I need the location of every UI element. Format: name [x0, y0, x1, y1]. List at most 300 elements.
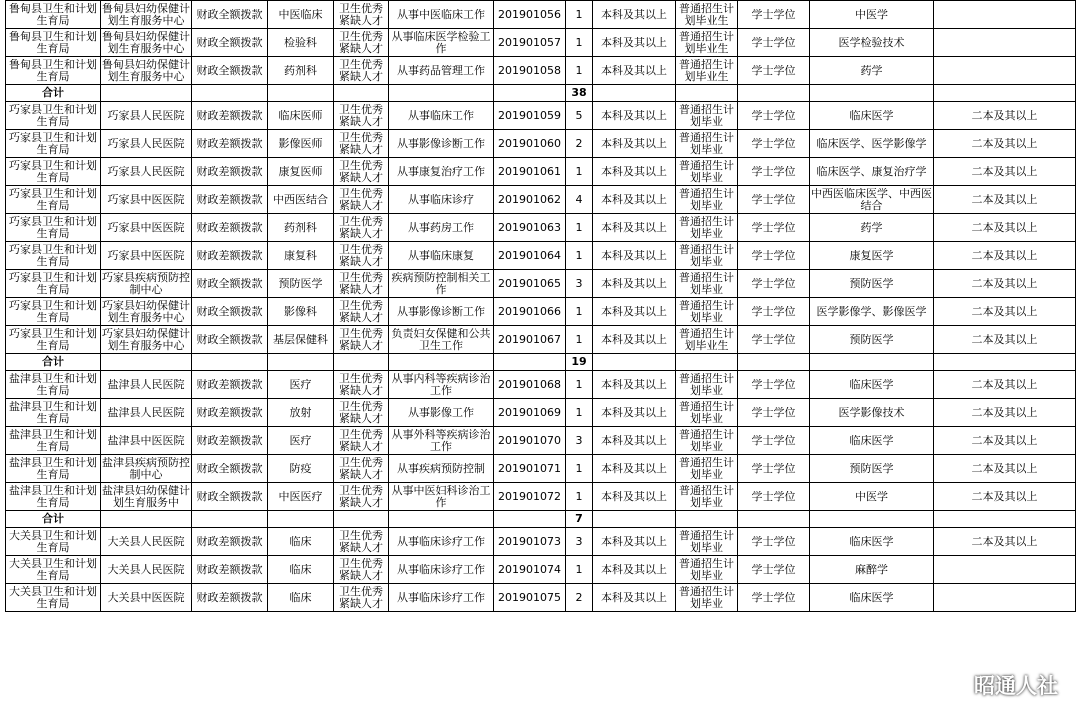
- cell-dept-text: 巧家县卫生和计划生育局: [9, 243, 97, 268]
- empty-cell: [810, 354, 934, 371]
- cell-funding-text: 财政全额拨款: [196, 333, 263, 346]
- cell-category: [334, 528, 389, 556]
- cell-source-text: 普通招生计划毕业: [679, 529, 734, 554]
- cell-major: [810, 270, 934, 298]
- cell-other: [934, 57, 1076, 85]
- cell-funding: [192, 130, 268, 158]
- table-row: [6, 399, 1076, 427]
- cell-edu: [593, 102, 676, 130]
- cell-major: [810, 298, 934, 326]
- cell-category: [334, 130, 389, 158]
- cell-num: [566, 584, 593, 612]
- cell-funding-text: 财政全额拨款: [196, 64, 263, 77]
- cell-source: [676, 130, 738, 158]
- cell-post: [268, 130, 334, 158]
- cell-funding: [192, 326, 268, 354]
- cell-edu: [593, 186, 676, 214]
- cell-major: [810, 242, 934, 270]
- cell-category: [334, 186, 389, 214]
- cell-funding: [192, 556, 268, 584]
- cell-source-text: 普通招生计划毕业生: [679, 58, 734, 83]
- cell-unit-text: 盐津县疾病预防控制中心: [102, 456, 190, 481]
- cell-num-text: 1: [575, 462, 583, 475]
- cell-other-text: 二本及其以上: [971, 378, 1038, 391]
- cell-duty-text: 从事疾病预防控制: [397, 462, 485, 475]
- cell-major-text: 预防医学: [849, 277, 894, 290]
- cell-category-text: 卫生优秀紧缺人才: [339, 557, 383, 582]
- cell-duty-text: 从事外科等疾病诊治工作: [391, 428, 491, 453]
- table-row: [6, 528, 1076, 556]
- cell-degree: [738, 427, 810, 455]
- cell-post: [268, 186, 334, 214]
- cell-dept-text: 鲁甸县卫生和计划生育局: [9, 2, 97, 27]
- cell-code-text: 201901058: [498, 64, 561, 77]
- cell-post-text: 药剂科: [284, 221, 317, 234]
- cell-other-text: 二本及其以上: [971, 305, 1038, 318]
- cell-other: [934, 556, 1076, 584]
- cell-category-text: 卫生优秀紧缺人才: [339, 299, 383, 324]
- cell-category-text: 卫生优秀紧缺人才: [339, 243, 383, 268]
- cell-degree-text: 学士学位: [751, 193, 796, 206]
- table-row: [6, 455, 1076, 483]
- cell-code: [494, 270, 566, 298]
- cell-duty: [389, 326, 494, 354]
- cell-duty: [389, 528, 494, 556]
- table-row: [6, 102, 1076, 130]
- cell-category-text: 卫生优秀紧缺人才: [339, 131, 383, 156]
- cell-edu: [593, 427, 676, 455]
- cell-source: [676, 326, 738, 354]
- cell-num-text: 1: [575, 64, 583, 77]
- table-row: [6, 298, 1076, 326]
- total-count: 38: [566, 85, 593, 102]
- cell-code: [494, 556, 566, 584]
- cell-code-text: 201901061: [498, 165, 561, 178]
- cell-post-text: 中医医疗: [278, 490, 323, 503]
- cell-code-text: 201901075: [498, 591, 561, 604]
- cell-other: [934, 1, 1076, 29]
- empty-cell: [676, 354, 738, 371]
- cell-funding: [192, 214, 268, 242]
- cell-funding: [192, 186, 268, 214]
- empty-cell: [738, 85, 810, 102]
- cell-num-text: 5: [575, 109, 583, 122]
- cell-post-text: 防疫: [289, 462, 312, 475]
- cell-code-text: 201901057: [498, 36, 561, 49]
- cell-category-text: 卫生优秀紧缺人才: [339, 428, 383, 453]
- cell-other: [934, 455, 1076, 483]
- cell-funding-text: 财政全额拨款: [196, 305, 263, 318]
- empty-cell: [268, 511, 334, 528]
- cell-other: [934, 186, 1076, 214]
- cell-other-text: 二本及其以上: [971, 109, 1038, 122]
- cell-category: [334, 483, 389, 511]
- empty-cell: [192, 511, 268, 528]
- cell-degree-text: 学士学位: [751, 535, 796, 548]
- cell-duty-text: 从事临床医学检验工作: [391, 30, 491, 55]
- cell-major: [810, 399, 934, 427]
- empty-cell: [101, 354, 192, 371]
- cell-code: [494, 298, 566, 326]
- cell-source-text: 普通招生计划毕业: [679, 299, 734, 324]
- cell-source-text: 普通招生计划毕业生: [679, 30, 734, 55]
- cell-degree-text: 学士学位: [751, 333, 796, 346]
- cell-major-text: 医学影像技术: [838, 406, 905, 419]
- cell-unit: [101, 556, 192, 584]
- cell-code-text: 201901071: [498, 462, 561, 475]
- cell-unit-text: 盐津县妇幼保健计划生育服务中: [102, 484, 190, 509]
- cell-degree-text: 学士学位: [751, 165, 796, 178]
- cell-unit: [101, 214, 192, 242]
- cell-major: [810, 102, 934, 130]
- cell-post: [268, 326, 334, 354]
- cell-edu-text: 本科及其以上: [601, 8, 667, 21]
- cell-duty-text: 疾病预防控制相关工作: [391, 271, 491, 296]
- cell-duty: [389, 29, 494, 57]
- cell-major: [810, 371, 934, 399]
- cell-funding: [192, 298, 268, 326]
- cell-num: [566, 158, 593, 186]
- empty-cell: [101, 85, 192, 102]
- table-body: [6, 1, 1076, 612]
- cell-num: [566, 1, 593, 29]
- cell-post-text: 临床: [289, 591, 312, 604]
- cell-major: [810, 556, 934, 584]
- cell-post-text: 基层保健科: [273, 333, 328, 346]
- cell-code: [494, 130, 566, 158]
- cell-funding: [192, 528, 268, 556]
- empty-cell: [810, 511, 934, 528]
- cell-unit: [101, 427, 192, 455]
- cell-post: [268, 427, 334, 455]
- cell-num: [566, 371, 593, 399]
- wechat-icon: [942, 674, 968, 696]
- cell-degree-text: 学士学位: [751, 109, 796, 122]
- cell-source: [676, 483, 738, 511]
- cell-unit-text: 鲁甸县妇幼保健计划生育服务中心: [102, 58, 190, 83]
- empty-cell: [676, 85, 738, 102]
- cell-edu-text: 本科及其以上: [601, 277, 667, 290]
- cell-code-text: 201901070: [498, 434, 561, 447]
- cell-post: [268, 399, 334, 427]
- cell-edu: [593, 371, 676, 399]
- cell-post-text: 药剂科: [284, 64, 317, 77]
- cell-unit: [101, 57, 192, 85]
- cell-num: [566, 298, 593, 326]
- cell-other-text: 二本及其以上: [971, 249, 1038, 262]
- table-row: [6, 130, 1076, 158]
- cell-unit-text: 大关县人民医院: [107, 563, 185, 576]
- cell-edu: [593, 455, 676, 483]
- cell-code: [494, 584, 566, 612]
- cell-post: [268, 158, 334, 186]
- cell-major-text: 预防医学: [849, 462, 894, 475]
- cell-major: [810, 427, 934, 455]
- cell-dept-text: 鲁甸县卫生和计划生育局: [9, 58, 97, 83]
- cell-unit: [101, 298, 192, 326]
- cell-unit-text: 巧家县妇幼保健计划生育服务中心: [102, 299, 190, 324]
- cell-other: [934, 584, 1076, 612]
- cell-num: [566, 242, 593, 270]
- cell-unit-text: 盐津县人民医院: [107, 378, 185, 391]
- cell-dept: [6, 298, 101, 326]
- cell-funding: [192, 158, 268, 186]
- cell-post-text: 影像医师: [278, 137, 323, 150]
- cell-num: [566, 102, 593, 130]
- cell-duty-text: 从事临床诊疗: [408, 193, 474, 206]
- cell-category-text: 卫生优秀紧缺人才: [339, 103, 383, 128]
- cell-category: [334, 57, 389, 85]
- cell-edu-text: 本科及其以上: [601, 406, 667, 419]
- cell-num: [566, 214, 593, 242]
- empty-cell: [810, 85, 934, 102]
- cell-dept: [6, 130, 101, 158]
- cell-num-text: 1: [575, 305, 583, 318]
- total-count: 7: [566, 511, 593, 528]
- table-row: [6, 158, 1076, 186]
- cell-dept: [6, 57, 101, 85]
- cell-degree-text: 学士学位: [751, 137, 796, 150]
- cell-source-text: 普通招生计划毕业: [679, 187, 734, 212]
- cell-dept-text: 大关县卫生和计划生育局: [9, 585, 97, 610]
- cell-post-text: 预防医学: [278, 277, 323, 290]
- cell-duty-text: 从事临床诊疗工作: [397, 535, 485, 548]
- cell-unit-text: 巧家县疾病预防控制中心: [102, 271, 190, 296]
- cell-edu-text: 本科及其以上: [601, 137, 667, 150]
- cell-post-text: 检验科: [284, 36, 317, 49]
- cell-source-text: 普通招生计划毕业: [679, 557, 734, 582]
- cell-unit-text: 巧家县人民医院: [107, 165, 185, 178]
- cell-duty-text: 从事临床康复: [408, 249, 474, 262]
- cell-category: [334, 158, 389, 186]
- cell-post: [268, 57, 334, 85]
- cell-code-text: 201901066: [498, 305, 561, 318]
- cell-edu-text: 本科及其以上: [601, 165, 667, 178]
- cell-num-text: 1: [575, 378, 583, 391]
- cell-duty: [389, 1, 494, 29]
- cell-dept-text: 盐津县卫生和计划生育局: [9, 400, 97, 425]
- cell-edu-text: 本科及其以上: [601, 64, 667, 77]
- table-row: [6, 29, 1076, 57]
- cell-num-text: 1: [575, 490, 583, 503]
- cell-major: [810, 455, 934, 483]
- cell-category-text: 卫生优秀紧缺人才: [339, 58, 383, 83]
- cell-unit-text: 盐津县人民医院: [107, 406, 185, 419]
- cell-dept: [6, 158, 101, 186]
- cell-post-text: 康复医师: [278, 165, 323, 178]
- cell-duty: [389, 186, 494, 214]
- cell-category: [334, 455, 389, 483]
- cell-code: [494, 158, 566, 186]
- cell-unit: [101, 326, 192, 354]
- cell-code-text: 201901064: [498, 249, 561, 262]
- cell-source: [676, 270, 738, 298]
- cell-major-text: 临床医学: [849, 109, 894, 122]
- empty-cell: [738, 354, 810, 371]
- empty-cell: [192, 85, 268, 102]
- cell-other: [934, 214, 1076, 242]
- cell-code: [494, 29, 566, 57]
- cell-other-text: 二本及其以上: [971, 165, 1038, 178]
- table-row: [6, 371, 1076, 399]
- cell-code: [494, 186, 566, 214]
- cell-unit: [101, 1, 192, 29]
- cell-major-text: 临床医学、医学影像学: [816, 137, 927, 150]
- cell-edu-text: 本科及其以上: [601, 462, 667, 475]
- cell-source-text: 普通招生计划毕业: [679, 484, 734, 509]
- cell-degree-text: 学士学位: [751, 8, 796, 21]
- cell-edu: [593, 57, 676, 85]
- empty-cell: [593, 354, 676, 371]
- cell-source-text: 普通招生计划毕业: [679, 131, 734, 156]
- cell-duty: [389, 57, 494, 85]
- cell-unit: [101, 102, 192, 130]
- cell-edu-text: 本科及其以上: [601, 36, 667, 49]
- cell-other-text: 二本及其以上: [971, 434, 1038, 447]
- cell-category: [334, 1, 389, 29]
- empty-cell: [101, 511, 192, 528]
- cell-major-text: 预防医学: [849, 333, 894, 346]
- cell-duty-text: 从事药房工作: [408, 221, 474, 234]
- cell-source: [676, 242, 738, 270]
- cell-edu-text: 本科及其以上: [601, 535, 667, 548]
- cell-dept-text: 巧家县卫生和计划生育局: [9, 187, 97, 212]
- cell-edu: [593, 399, 676, 427]
- cell-edu: [593, 270, 676, 298]
- cell-duty: [389, 130, 494, 158]
- cell-category-text: 卫生优秀紧缺人才: [339, 327, 383, 352]
- cell-post-text: 临床医师: [278, 109, 323, 122]
- cell-major-text: 医学检验技术: [838, 36, 905, 49]
- cell-degree: [738, 483, 810, 511]
- cell-dept: [6, 214, 101, 242]
- cell-major: [810, 186, 934, 214]
- empty-cell: [389, 85, 494, 102]
- cell-duty-text: 从事康复治疗工作: [397, 165, 485, 178]
- cell-duty-text: 从事影像诊断工作: [397, 305, 485, 318]
- cell-other-text: 二本及其以上: [971, 535, 1038, 548]
- cell-post: [268, 455, 334, 483]
- cell-funding-text: 财政差额拨款: [196, 563, 263, 576]
- cell-duty: [389, 399, 494, 427]
- empty-cell: [389, 354, 494, 371]
- cell-major: [810, 528, 934, 556]
- cell-category-text: 卫生优秀紧缺人才: [339, 215, 383, 240]
- cell-post: [268, 483, 334, 511]
- cell-funding-text: 财政全额拨款: [196, 36, 263, 49]
- cell-degree: [738, 270, 810, 298]
- cell-category: [334, 556, 389, 584]
- cell-duty: [389, 483, 494, 511]
- cell-unit-text: 盐津县中医医院: [107, 434, 185, 447]
- cell-dept-text: 巧家县卫生和计划生育局: [9, 271, 97, 296]
- cell-code: [494, 57, 566, 85]
- cell-code: [494, 483, 566, 511]
- recruitment-table: [5, 0, 1076, 612]
- cell-dept-text: 巧家县卫生和计划生育局: [9, 159, 97, 184]
- cell-other: [934, 528, 1076, 556]
- cell-post: [268, 29, 334, 57]
- cell-degree: [738, 102, 810, 130]
- cell-num: [566, 528, 593, 556]
- cell-num: [566, 326, 593, 354]
- cell-degree: [738, 242, 810, 270]
- cell-dept: [6, 427, 101, 455]
- cell-post: [268, 242, 334, 270]
- cell-unit: [101, 270, 192, 298]
- cell-post-text: 医疗: [289, 378, 312, 391]
- cell-num-text: 1: [575, 249, 583, 262]
- cell-degree-text: 学士学位: [751, 490, 796, 503]
- cell-major-text: 临床医学: [849, 434, 894, 447]
- cell-dept-text: 大关县卫生和计划生育局: [9, 557, 97, 582]
- empty-cell: [934, 85, 1076, 102]
- cell-post: [268, 298, 334, 326]
- cell-funding: [192, 584, 268, 612]
- cell-duty: [389, 214, 494, 242]
- cell-unit-text: 巧家县妇幼保健计划生育服务中心: [102, 327, 190, 352]
- cell-other-text: 二本及其以上: [971, 277, 1038, 290]
- cell-source-text: 普通招生计划毕业: [679, 400, 734, 425]
- cell-unit: [101, 528, 192, 556]
- cell-dept: [6, 371, 101, 399]
- empty-cell: [192, 354, 268, 371]
- cell-category: [334, 326, 389, 354]
- cell-category-text: 卫生优秀紧缺人才: [339, 400, 383, 425]
- cell-degree: [738, 130, 810, 158]
- cell-dept: [6, 556, 101, 584]
- cell-funding: [192, 371, 268, 399]
- cell-funding: [192, 483, 268, 511]
- cell-unit: [101, 371, 192, 399]
- cell-unit-text: 巧家县人民医院: [107, 137, 185, 150]
- table-row: [6, 57, 1076, 85]
- cell-duty-text: 负责妇女保健和公共卫生工作: [391, 327, 491, 352]
- cell-category: [334, 371, 389, 399]
- cell-dept-text: 巧家县卫生和计划生育局: [9, 299, 97, 324]
- cell-unit-text: 巧家县人民医院: [107, 109, 185, 122]
- cell-degree: [738, 528, 810, 556]
- cell-unit-text: 大关县中医医院: [107, 591, 185, 604]
- cell-unit: [101, 29, 192, 57]
- cell-source: [676, 584, 738, 612]
- cell-duty: [389, 371, 494, 399]
- cell-major-text: 临床医学: [849, 535, 894, 548]
- cell-other-text: 二本及其以上: [971, 193, 1038, 206]
- cell-dept: [6, 270, 101, 298]
- cell-source-text: 普通招生计划毕业: [679, 372, 734, 397]
- cell-post: [268, 1, 334, 29]
- cell-major: [810, 326, 934, 354]
- cell-code-text: 201901072: [498, 490, 561, 503]
- cell-dept: [6, 29, 101, 57]
- cell-num-text: 1: [575, 406, 583, 419]
- cell-edu: [593, 298, 676, 326]
- cell-other: [934, 242, 1076, 270]
- cell-num-text: 1: [575, 333, 583, 346]
- cell-code-text: 201901067: [498, 333, 561, 346]
- cell-other-text: 二本及其以上: [971, 333, 1038, 346]
- table-row: [6, 214, 1076, 242]
- cell-dept: [6, 483, 101, 511]
- cell-dept: [6, 186, 101, 214]
- cell-duty: [389, 455, 494, 483]
- cell-category-text: 卫生优秀紧缺人才: [339, 30, 383, 55]
- cell-category-text: 卫生优秀紧缺人才: [339, 271, 383, 296]
- cell-dept-text: 盐津县卫生和计划生育局: [9, 372, 97, 397]
- cell-category: [334, 242, 389, 270]
- cell-duty: [389, 427, 494, 455]
